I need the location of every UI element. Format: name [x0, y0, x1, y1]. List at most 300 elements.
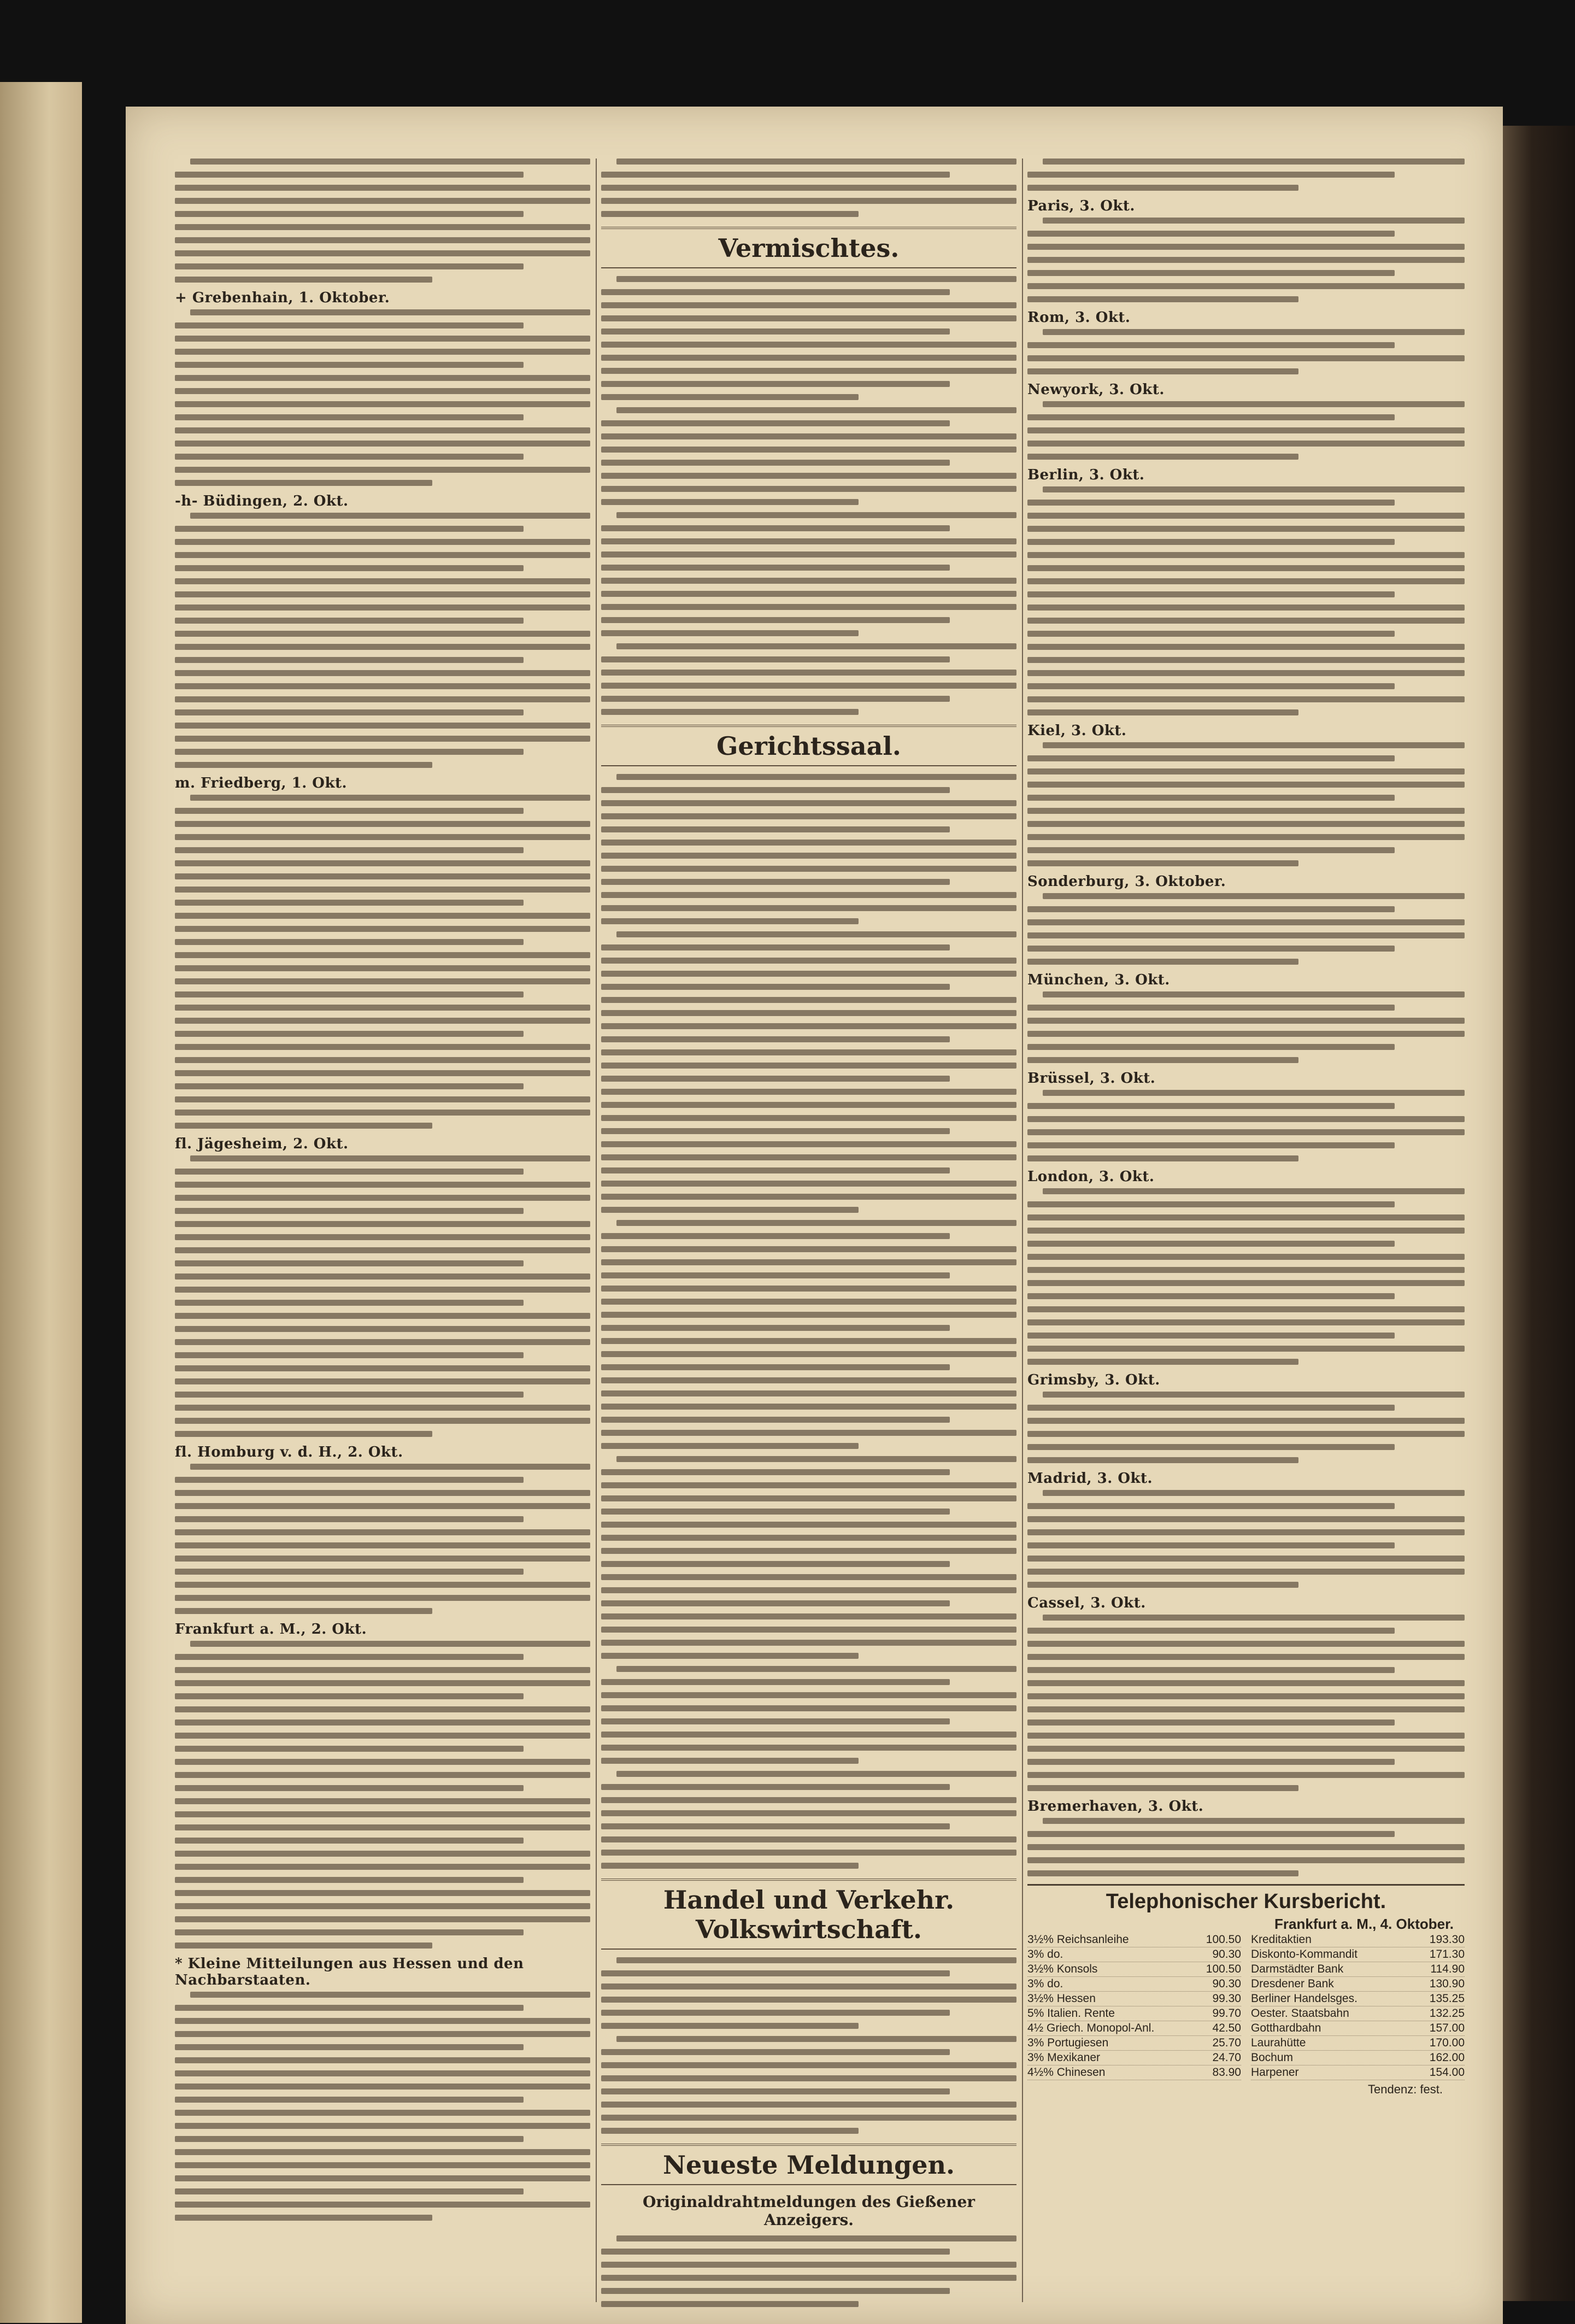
text-line — [601, 394, 859, 400]
quote-row — [1251, 2006, 1465, 2021]
quote-row — [1027, 2006, 1241, 2021]
text-line — [601, 1338, 1016, 1344]
text-line — [175, 375, 590, 381]
text-line — [175, 1096, 590, 1102]
text-line — [1027, 172, 1395, 178]
text-line — [601, 1784, 950, 1790]
article-dateline: + Grebenhain, 1. Oktober. — [175, 290, 390, 306]
quote-name: Laurahütte — [1251, 2037, 1306, 2049]
text-line — [601, 1983, 1016, 1990]
section-heading: Neueste Meldungen. — [601, 2144, 1016, 2185]
article-paragraph — [175, 1641, 590, 1949]
quote-value: 171.30 — [1429, 1948, 1465, 1961]
quote-name: Dresdener Bank — [1251, 1977, 1334, 1990]
quote-row — [1251, 1933, 1465, 1947]
text-line — [175, 2018, 590, 2024]
text-line — [1027, 1529, 1465, 1535]
text-line — [175, 1221, 590, 1227]
text-line — [1027, 1228, 1465, 1234]
quote-value: 90.30 — [1212, 1977, 1241, 1990]
article-dateline: Madrid, 3. Okt. — [1027, 1470, 1153, 1487]
text-line — [1027, 670, 1465, 676]
text-line — [175, 696, 590, 702]
text-line — [601, 604, 1016, 610]
text-line — [1027, 1556, 1465, 1562]
text-line — [601, 565, 950, 571]
text-line — [175, 2136, 524, 2142]
text-line — [601, 1810, 1016, 1816]
text-line — [601, 971, 1016, 977]
text-line — [1027, 709, 1298, 715]
article-paragraph — [175, 513, 590, 768]
text-line — [601, 2102, 1016, 2108]
article-dateline: Frankfurt a. M., 2. Okt. — [175, 1621, 367, 1638]
text-line — [601, 1679, 950, 1685]
text-line — [175, 1582, 590, 1588]
text-line — [616, 512, 1016, 518]
text-line — [601, 918, 859, 924]
text-line — [601, 879, 950, 885]
article-dateline: m. Friedberg, 1. Okt. — [175, 775, 348, 791]
quote-value: 114.90 — [1430, 1963, 1465, 1975]
text-line — [1027, 768, 1465, 774]
text-line — [175, 1759, 590, 1765]
text-line — [1027, 696, 1465, 702]
article-paragraph — [175, 795, 590, 1129]
text-line — [601, 1299, 1016, 1305]
text-line — [175, 2110, 590, 2116]
text-line — [175, 1595, 590, 1601]
text-line — [175, 1680, 590, 1686]
text-line — [175, 1942, 432, 1949]
text-line — [601, 1128, 950, 1134]
text-line — [1027, 1201, 1395, 1207]
text-line — [1027, 1129, 1465, 1135]
text-line — [1027, 1641, 1465, 1647]
text-line — [1027, 231, 1395, 237]
text-line — [601, 709, 859, 715]
text-line — [601, 1522, 1016, 1528]
text-line — [601, 433, 1016, 439]
text-line — [175, 2031, 590, 2037]
text-line — [175, 2175, 590, 2181]
text-line — [1027, 1870, 1298, 1876]
text-line — [175, 1667, 590, 1673]
text-line — [175, 991, 524, 997]
section-heading: Handel und Verkehr. Volkswirtschaft. — [601, 1879, 1016, 1950]
text-line — [601, 853, 1016, 859]
text-line — [601, 328, 950, 334]
quote-value: 83.90 — [1212, 2066, 1241, 2079]
text-line — [175, 2097, 524, 2103]
text-line — [1027, 1359, 1298, 1365]
book-binding — [1503, 126, 1575, 2301]
text-line — [601, 1997, 1016, 2003]
text-line — [175, 1005, 590, 1011]
text-line — [1027, 296, 1298, 302]
text-line — [601, 1036, 950, 1042]
text-line — [175, 1706, 590, 1712]
text-line — [175, 605, 590, 611]
text-line — [175, 1352, 524, 1358]
article-paragraph — [175, 309, 590, 486]
quote-value: 154.00 — [1429, 2066, 1465, 2079]
text-line — [1027, 539, 1395, 545]
text-line — [1027, 847, 1395, 853]
article-paragraph — [601, 276, 1016, 400]
text-line — [601, 1351, 1016, 1357]
article-paragraph — [1027, 401, 1465, 460]
article-paragraph — [1027, 329, 1465, 374]
section-heading: Gerichtssaal. — [601, 725, 1016, 766]
text-line — [175, 565, 524, 571]
text-line — [1043, 1615, 1465, 1621]
text-line — [175, 591, 590, 597]
text-line — [601, 342, 1016, 348]
text-line — [601, 1417, 950, 1423]
text-line — [190, 1464, 590, 1470]
text-line — [601, 486, 1016, 492]
quote-row — [1251, 1962, 1465, 1977]
quote-name: Berliner Handelsges. — [1251, 1992, 1357, 2005]
text-line — [175, 1569, 524, 1575]
text-line — [175, 480, 432, 486]
text-line — [1027, 1005, 1395, 1011]
text-line — [1027, 860, 1298, 866]
text-line — [1027, 1831, 1395, 1837]
text-line — [1027, 1746, 1465, 1752]
quote-value: 135.25 — [1429, 1992, 1465, 2005]
text-line — [1027, 1333, 1395, 1339]
text-line — [616, 276, 1016, 282]
text-line — [601, 420, 950, 426]
text-line — [1027, 1857, 1465, 1863]
text-line — [616, 2036, 1016, 2042]
text-line — [175, 1260, 524, 1266]
text-line — [190, 513, 590, 519]
article-dateline: London, 3. Okt. — [1027, 1169, 1155, 1185]
text-line — [1027, 795, 1395, 801]
text-line — [175, 1083, 524, 1089]
text-line — [1027, 1155, 1298, 1161]
text-line — [601, 2249, 950, 2255]
text-line — [601, 1574, 1016, 1580]
text-line — [601, 368, 1016, 374]
text-line — [601, 1613, 1016, 1619]
text-line — [601, 1076, 950, 1082]
text-line — [601, 826, 950, 832]
text-line — [1027, 1542, 1395, 1548]
text-line — [1027, 1693, 1465, 1699]
text-line — [616, 774, 1016, 780]
text-line — [175, 2202, 590, 2208]
text-line — [175, 1851, 590, 1857]
quote-row — [1251, 1947, 1465, 1962]
quote-name: Harpener — [1251, 2066, 1299, 2079]
text-line — [175, 2057, 590, 2063]
text-line — [175, 349, 590, 355]
text-line — [601, 1023, 1016, 1029]
text-line — [175, 1182, 590, 1188]
text-line — [601, 1469, 950, 1475]
text-line — [175, 1378, 590, 1384]
quote-row — [1027, 2051, 1241, 2065]
text-line — [1027, 1031, 1465, 1037]
quote-name: Kreditaktien — [1251, 1933, 1312, 1946]
article-paragraph — [1027, 1490, 1465, 1588]
text-line — [601, 289, 950, 295]
text-line — [601, 1364, 950, 1370]
text-line — [601, 787, 950, 793]
text-line — [1027, 578, 1465, 584]
text-line — [175, 1719, 590, 1726]
article-paragraph — [601, 2036, 1016, 2134]
text-line — [1027, 513, 1465, 519]
text-line — [601, 2075, 1016, 2081]
quote-value: 99.70 — [1212, 2007, 1241, 2020]
text-line — [601, 1430, 1016, 1436]
text-line — [1027, 1418, 1465, 1424]
text-line — [175, 441, 590, 447]
text-line — [175, 1392, 524, 1398]
text-line — [601, 1797, 1016, 1803]
text-line — [175, 277, 432, 283]
text-line — [1043, 893, 1465, 899]
article-dateline: Brüssel, 3. Okt. — [1027, 1070, 1156, 1087]
adjacent-page-edge — [0, 82, 82, 2323]
quote-name: Darmstädter Bank — [1251, 1963, 1344, 1975]
text-line — [175, 1746, 524, 1752]
text-line — [175, 834, 590, 840]
text-line — [601, 984, 950, 990]
text-line — [1027, 1306, 1465, 1312]
text-line — [601, 1049, 1016, 1055]
text-line — [616, 1957, 1016, 1963]
quote-value: 24.70 — [1212, 2051, 1241, 2064]
article-paragraph — [1027, 991, 1465, 1063]
text-line — [601, 2010, 950, 2016]
text-line — [175, 2005, 524, 2011]
text-line — [1027, 1057, 1298, 1063]
text-line — [601, 1377, 1016, 1383]
text-line — [175, 224, 590, 230]
text-line — [601, 1705, 1016, 1711]
text-line — [175, 1811, 590, 1817]
text-line — [601, 2049, 950, 2055]
text-line — [175, 467, 590, 473]
text-line — [1027, 1569, 1465, 1575]
text-line — [1027, 631, 1395, 637]
text-line — [601, 211, 859, 217]
text-line — [175, 2162, 590, 2168]
text-line — [175, 1877, 524, 1883]
text-line — [1043, 1188, 1465, 1194]
text-line — [601, 630, 859, 636]
text-line — [601, 1627, 1016, 1633]
text-line — [1027, 185, 1298, 191]
text-line — [1027, 1405, 1395, 1411]
quote-value: 162.00 — [1429, 2051, 1465, 2064]
text-line — [601, 1718, 950, 1724]
text-line — [601, 1154, 1016, 1160]
text-line — [601, 1850, 1016, 1856]
text-line — [1027, 1680, 1465, 1686]
text-line — [1027, 565, 1465, 571]
section-heading: Vermischtes. — [601, 227, 1016, 268]
article-dateline: * Kleine Mitteilungen aus Hessen und den Nachbarstaaten. — [175, 1956, 524, 1988]
quote-row — [1251, 2021, 1465, 2036]
quote-row — [1027, 1962, 1241, 1977]
text-line — [175, 1123, 432, 1129]
text-line — [175, 1405, 590, 1411]
text-line — [175, 1418, 590, 1424]
stock-quote-table — [1027, 1884, 1465, 2097]
text-line — [1027, 946, 1395, 952]
text-line — [601, 1272, 950, 1278]
text-line — [175, 1431, 432, 1437]
text-line — [175, 1838, 524, 1844]
text-line — [175, 978, 590, 984]
text-line — [601, 2262, 1016, 2268]
text-line — [601, 1181, 1016, 1187]
text-line — [175, 1477, 524, 1483]
article-dateline: Paris, 3. Okt. — [1027, 198, 1135, 214]
article-paragraph — [175, 1464, 590, 1614]
text-line — [175, 1916, 590, 1922]
text-line — [601, 1732, 1016, 1738]
text-line — [1043, 1090, 1465, 1096]
text-line — [601, 1863, 859, 1869]
article-paragraph — [1027, 1615, 1465, 1791]
text-line — [175, 2149, 590, 2155]
text-line — [616, 643, 1016, 649]
text-line — [175, 749, 524, 755]
text-line — [601, 1233, 950, 1239]
text-line — [175, 808, 524, 814]
text-line — [175, 847, 524, 853]
text-line — [175, 211, 524, 217]
text-line — [601, 1509, 950, 1515]
text-line — [175, 1654, 524, 1660]
quote-name: Gotthardbahn — [1251, 2022, 1321, 2034]
article-paragraph — [601, 1666, 1016, 1764]
text-line — [175, 1273, 590, 1280]
text-line — [175, 657, 524, 663]
text-line — [601, 2115, 1016, 2121]
quote-row — [1251, 1977, 1465, 1992]
text-line — [601, 473, 1016, 479]
text-line — [1027, 1667, 1395, 1673]
article-paragraph — [601, 2235, 1016, 2307]
text-line — [601, 1745, 1016, 1751]
text-line — [175, 1693, 524, 1699]
text-line — [601, 381, 950, 387]
quote-row — [1027, 2036, 1241, 2051]
text-line — [175, 1556, 590, 1562]
text-line — [175, 388, 590, 394]
text-line — [1027, 919, 1465, 925]
article-paragraph — [1027, 893, 1465, 965]
text-line — [601, 2275, 1016, 2281]
text-line — [175, 1864, 590, 1870]
text-line — [601, 1692, 1016, 1698]
text-line — [175, 1929, 524, 1935]
article-paragraph — [601, 159, 1016, 217]
quote-name: Diskonto-Kommandit — [1251, 1948, 1357, 1961]
kursbericht-tendency: Tendenz: fest. — [1368, 2082, 1443, 2096]
text-line — [1027, 1346, 1465, 1352]
text-line — [1027, 1293, 1395, 1299]
text-line — [601, 538, 1016, 544]
text-line — [175, 821, 590, 827]
text-line — [190, 1641, 590, 1647]
text-line — [616, 2235, 1016, 2241]
quote-value: 100.50 — [1206, 1933, 1241, 1946]
text-line — [175, 887, 590, 893]
text-line — [601, 1561, 950, 1567]
text-line — [175, 952, 590, 958]
text-line — [601, 302, 1016, 308]
quote-value: 193.30 — [1429, 1933, 1465, 1946]
text-line — [601, 656, 950, 662]
text-line — [1027, 1214, 1465, 1220]
article-paragraph — [175, 159, 590, 283]
text-line — [601, 892, 1016, 898]
text-line — [175, 198, 590, 204]
text-line — [601, 997, 1016, 1003]
text-line — [601, 185, 1016, 191]
text-line — [175, 1490, 590, 1496]
text-line — [1027, 657, 1465, 663]
article-dateline: fl. Homburg v. d. H., 2. Okt. — [175, 1444, 403, 1460]
text-line — [175, 1110, 590, 1116]
text-line — [1027, 591, 1395, 597]
text-line — [175, 2188, 524, 2194]
quote-name: 5% Italien. Rente — [1027, 2007, 1115, 2020]
text-line — [175, 1031, 524, 1037]
text-line — [601, 2062, 1016, 2068]
article-paragraph — [1027, 742, 1465, 866]
text-line — [1027, 1254, 1465, 1260]
text-line — [601, 1115, 1016, 1121]
quote-name: 3% do. — [1027, 1948, 1063, 1961]
text-line — [1027, 1018, 1465, 1024]
text-line — [601, 578, 1016, 584]
article-paragraph — [1027, 1090, 1465, 1161]
text-line — [1027, 454, 1298, 460]
text-line — [601, 670, 1016, 676]
quote-row — [1027, 1947, 1241, 1962]
article-dateline: Sonderburg, 3. Oktober. — [1027, 873, 1226, 890]
text-line — [601, 1312, 1016, 1318]
quote-value: 100.50 — [1206, 1963, 1241, 1975]
article-paragraph — [1027, 218, 1465, 302]
text-line — [1027, 1772, 1465, 1778]
text-line — [1027, 1628, 1395, 1634]
article-dateline: Berlin, 3. Okt. — [1027, 467, 1145, 483]
text-line — [601, 460, 950, 466]
text-line — [175, 860, 590, 866]
text-line — [1027, 427, 1465, 433]
text-line — [175, 2215, 432, 2221]
text-line — [175, 1326, 590, 1332]
text-line — [1027, 1431, 1465, 1437]
quote-row — [1027, 1977, 1241, 1992]
text-line — [175, 1070, 590, 1076]
text-line — [1043, 1490, 1465, 1496]
text-line — [1043, 329, 1465, 335]
text-line — [1027, 1733, 1465, 1739]
